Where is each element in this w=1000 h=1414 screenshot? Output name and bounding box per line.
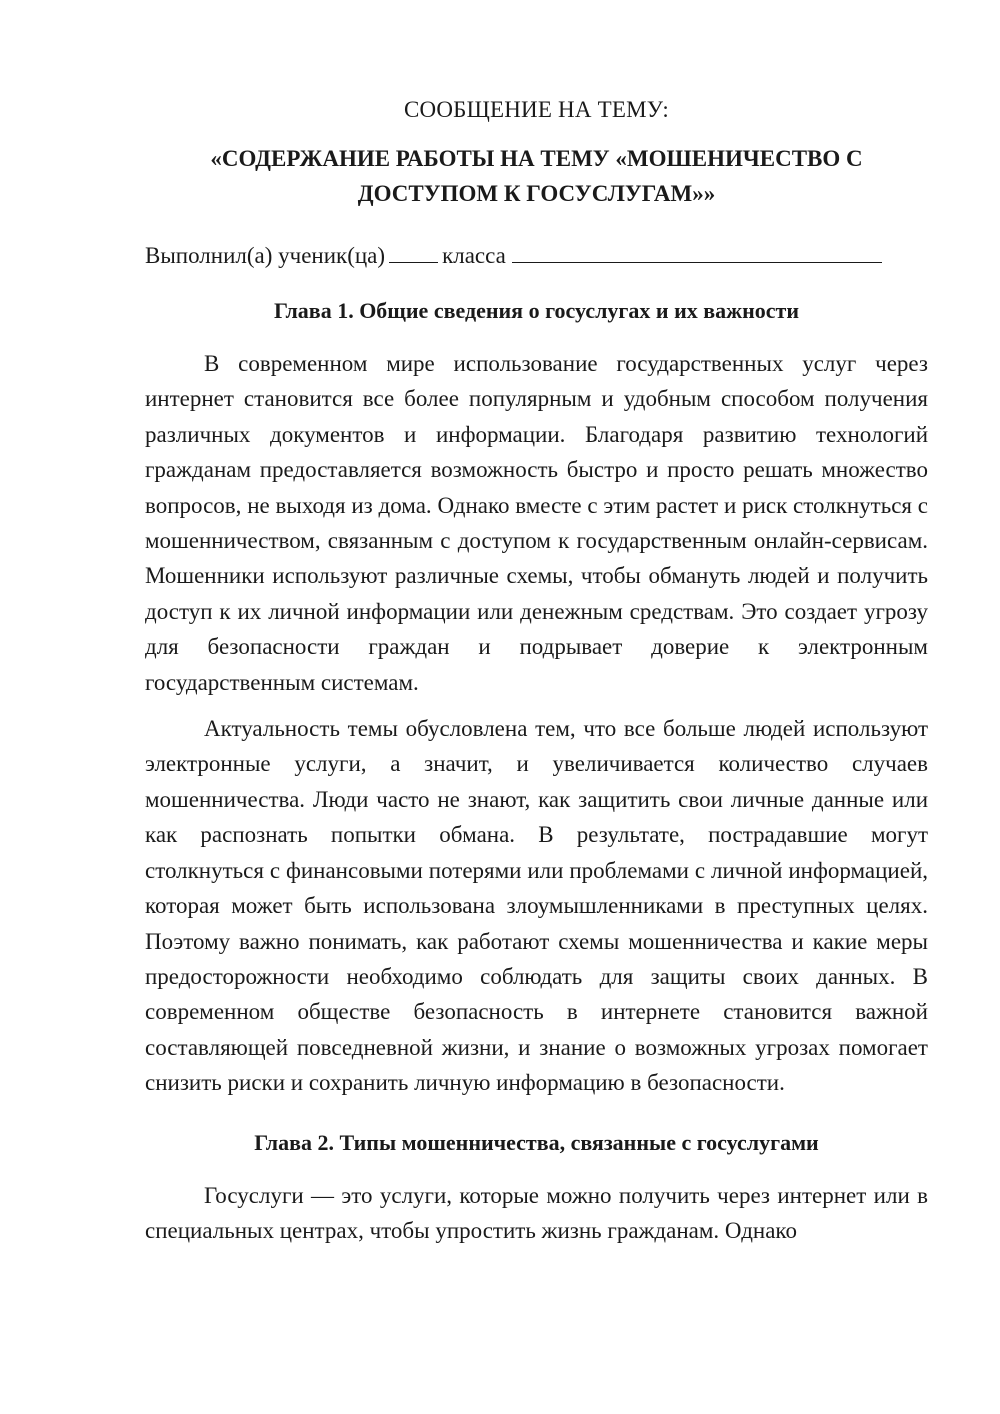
class-number-blank — [389, 244, 438, 263]
author-prefix: Выполнил(а) ученик(ца) — [145, 243, 386, 268]
chapter-2-paragraph: Госуслуги — это услуги, которые можно получить через интернет или в специальных центрах, чтобы упростить жизнь гражданам. Однако — [145, 1182, 928, 1243]
class-label: класса — [442, 243, 506, 268]
chapter-1-paragraph: Актуальность темы обусловлена тем, что все больше людей используют электронные услуги, а значит, и увеличивается количество случаев мошенничества. Люди часто не знают, как защитить свои личные данные или как распознать попытки обмана. В результате, пострадавшие могут столкнуться с финансовыми потерями или проблемами с личной информацией, которая может быть использована злоумышленниками в преступных целях. Поэтому важно понимать, как работают схемы мошенничества и какие меры предосторожности необходимо соблюдать для защиты своих данных. В современном обществе безопасность в интернете становится важной составляющей повседневной жизни, и знание о возможных угрозах помогает снизить риски и сохранить личную информацию в безопасности. — [145, 716, 928, 1096]
document-title — [145, 141, 928, 211]
document-page — [145, 92, 928, 1248]
chapter-2-heading: Глава 2. Типы мошенничества, связанные с госуслугами — [254, 1129, 819, 1155]
document-header: СООБЩЕНИЕ НА ТЕМУ: — [404, 97, 669, 122]
chapter-1-paragraph: В современном мире использование государственных услуг через интернет становится все более популярным и удобным способом получения различных документов и информации. Благодаря развитию технологий гражданам предоставляется возможность быстро и просто решать множество вопросов, не выходя из дома. Однако вместе с этим растет и риск столкнуться с мошенничеством, связанным с доступом к государственным онлайн-сервисам. Мошенники используют различные схемы, чтобы обмануть людей и получить доступ к их личной информации или денежным средствам. Это создает угрозу для безопасности граждан и подрывает доверие к электронным государственным системам. — [145, 351, 928, 695]
title-line-2: ДОСТУПОМ К ГОСУСЛУГАМ»» — [357, 181, 716, 206]
author-line — [145, 238, 928, 273]
author-name-blank — [512, 244, 882, 263]
title-line-1: «СОДЕРЖАНИЕ РАБОТЫ НА ТЕМУ «МОШЕНИЧЕСТВО С — [210, 146, 863, 171]
chapter-1-heading: Глава 1. Общие сведения о госуслугах и их важности — [273, 298, 800, 323]
